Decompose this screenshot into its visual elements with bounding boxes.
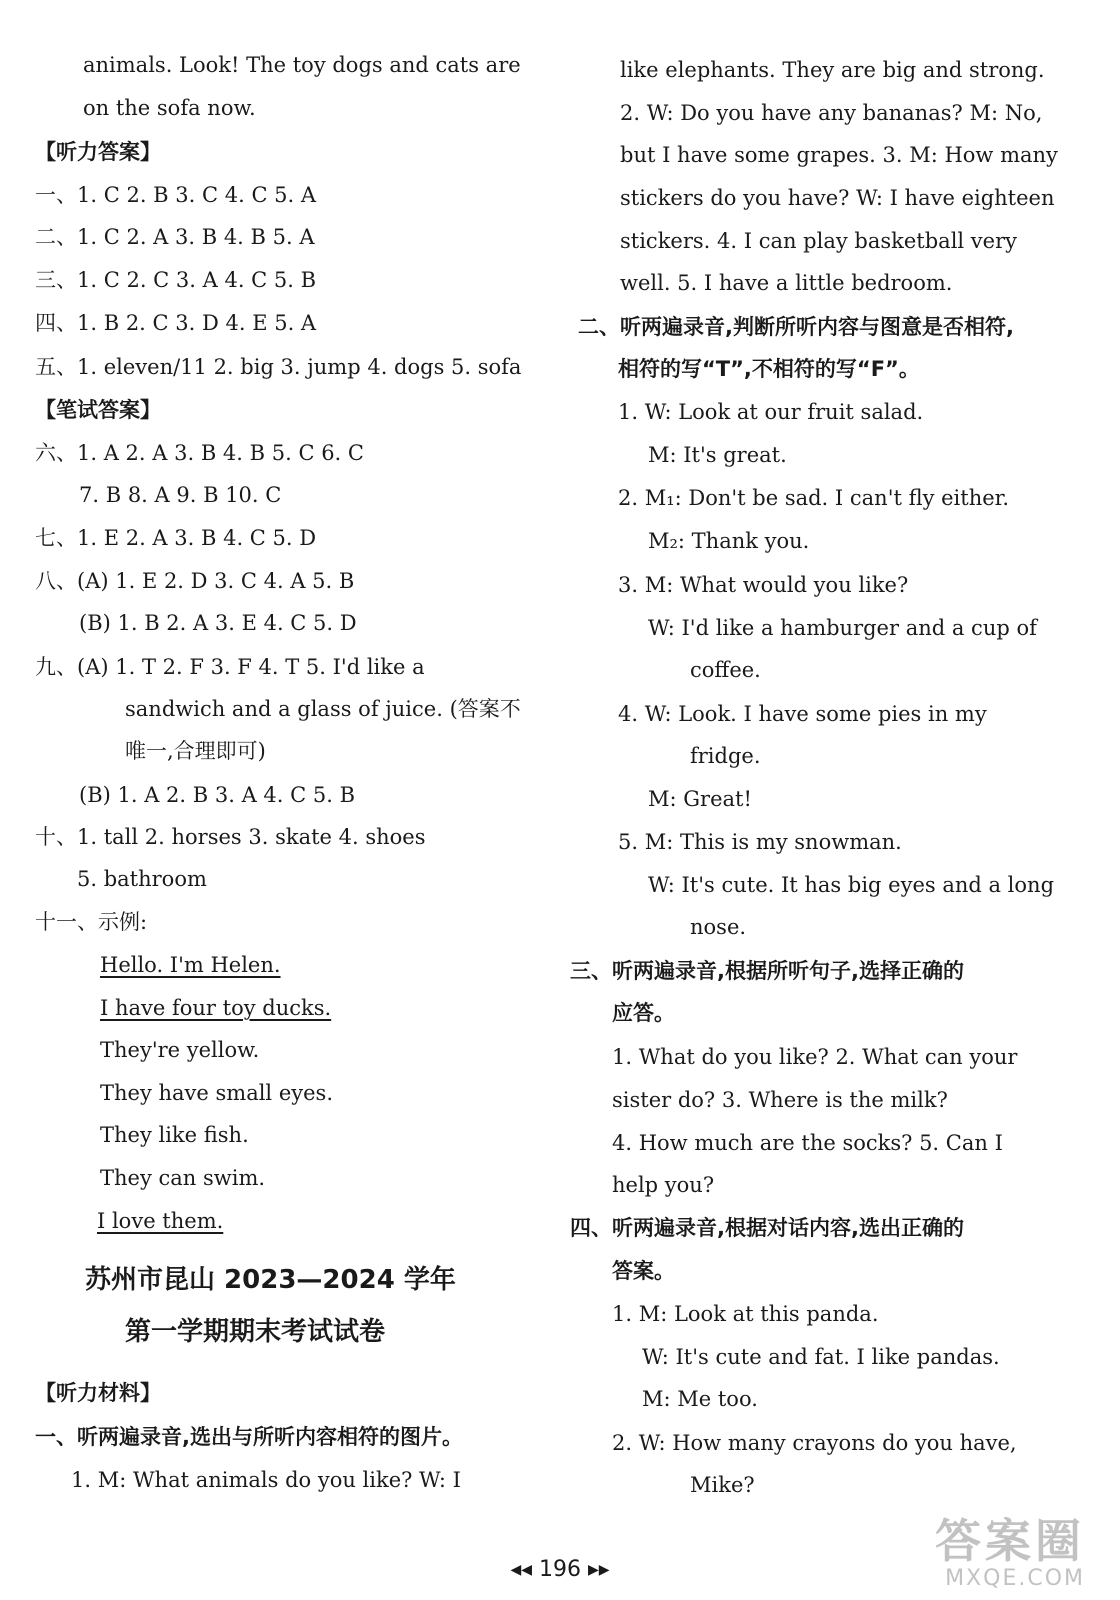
answer-line: 六、1. A 2. A 3. B 4. B 5. C 6. C — [35, 441, 364, 465]
answer-line: 7. B 8. A 9. B 10. C — [79, 483, 282, 507]
answer-line: (B) 1. A 2. B 3. A 4. C 5. B — [79, 783, 356, 807]
answer-line: 一、1. C 2. B 3. C 4. C 5. A — [35, 183, 317, 207]
transcript-line: W: It's cute and fat. I like pandas. — [642, 1345, 1000, 1369]
transcript-line: 1. What do you like? 2. What can your — [612, 1045, 1018, 1069]
watermark-url: MXQE.COM — [945, 1566, 1085, 1591]
watermark-logo — [935, 1516, 1085, 1592]
question-heading: 一、听两遍录音,选出与所听内容相符的图片。 — [35, 1425, 463, 1449]
question-heading: 相符的写“T”,不相符的写“F”。 — [618, 357, 920, 381]
watermark-text: 答案圈 — [935, 1514, 1085, 1568]
transcript-line: fridge. — [690, 744, 761, 768]
transcript-line: 1. W: Look at our fruit salad. — [618, 400, 924, 424]
question-heading: 应答。 — [612, 1001, 675, 1025]
transcript-line: 2. M₁: Don't be sad. I can't fly either. — [618, 486, 1010, 510]
transcript-line: 5. M: This is my snowman. — [618, 830, 902, 854]
transcript-line: stickers. 4. I can play basketball very — [620, 229, 1017, 253]
transcript-line: coffee. — [690, 658, 761, 682]
transcript-line: 3. M: What would you like? — [618, 573, 909, 597]
transcript-line: 2. W: Do you have any bananas? M: No, — [620, 101, 1043, 125]
answer-line: sandwich and a glass of juice. (答案不 — [125, 697, 521, 721]
question-heading: 答案。 — [612, 1259, 675, 1283]
transcript-line: 1. M: Look at this panda. — [612, 1302, 879, 1326]
answer-line: 八、(A) 1. E 2. D 3. C 4. A 5. B — [35, 569, 355, 593]
transcript-line: M: Great! — [648, 787, 752, 811]
example-sentence: They have small eyes. — [100, 1081, 333, 1105]
section-heading: 【笔试答案】 — [35, 398, 161, 422]
transcript-line: W: I'd like a hamburger and a cup of — [648, 616, 1037, 640]
exam-title: 苏州市昆山 2023—2024 学年 — [85, 1265, 456, 1295]
transcript-line: like elephants. They are big and strong. — [620, 58, 1045, 82]
answer-line: 三、1. C 2. C 3. A 4. C 5. B — [35, 268, 317, 292]
prev-arrows-icon: ◀◀ — [510, 1562, 532, 1578]
answer-line: 十一、示例: — [35, 910, 148, 934]
example-sentence: They can swim. — [100, 1166, 266, 1190]
answer-line: (B) 1. B 2. A 3. E 4. C 5. D — [79, 611, 357, 635]
transcript-line: 4. W: Look. I have some pies in my — [618, 702, 987, 726]
transcript-line: nose. — [690, 915, 747, 939]
example-sentence: I have four toy ducks. — [100, 996, 332, 1020]
page-number: 196 — [539, 1557, 581, 1582]
transcript-line: M₂: Thank you. — [648, 529, 810, 553]
transcript-line: M: Me too. — [642, 1387, 758, 1411]
transcript-line: 1. M: What animals do you like? W: I — [71, 1468, 461, 1492]
answer-line: 5. bathroom — [77, 867, 207, 891]
answer-line: 七、1. E 2. A 3. B 4. C 5. D — [35, 526, 317, 550]
answer-line: 四、1. B 2. C 3. D 4. E 5. A — [35, 311, 317, 335]
answer-line: 十、1. tall 2. horses 3. skate 4. shoes — [35, 825, 426, 849]
transcript-line: stickers do you have? W: I have eighteen — [620, 186, 1055, 210]
example-sentence: They're yellow. — [100, 1038, 260, 1062]
transcript-line: well. 5. I have a little bedroom. — [620, 271, 953, 295]
transcript-line: M: It's great. — [648, 443, 787, 467]
example-sentence: They like fish. — [100, 1123, 249, 1147]
answer-line: 五、1. eleven/11 2. big 3. jump 4. dogs 5. sofa — [35, 355, 522, 379]
text-line: on the sofa now. — [83, 96, 256, 120]
transcript-line: Mike? — [690, 1473, 755, 1497]
section-heading: 【听力答案】 — [35, 140, 161, 164]
example-sentence: I love them. — [97, 1209, 224, 1233]
next-arrows-icon: ▶▶ — [588, 1562, 610, 1578]
example-sentence: Hello. I'm Helen. — [100, 953, 281, 977]
transcript-line: help you? — [612, 1173, 715, 1197]
transcript-line: W: It's cute. It has big eyes and a long — [648, 873, 1055, 897]
question-heading: 三、听两遍录音,根据所听句子,选择正确的 — [570, 959, 964, 983]
answer-line: 二、1. C 2. A 3. B 4. B 5. A — [35, 225, 315, 249]
transcript-line: but I have some grapes. 3. M: How many — [620, 143, 1058, 167]
exam-subtitle: 第一学期期末考试试卷 — [125, 1317, 386, 1347]
question-heading: 四、听两遍录音,根据对话内容,选出正确的 — [570, 1216, 964, 1240]
answer-line: 唯一,合理即可) — [125, 739, 266, 763]
transcript-line: 2. W: How many crayons do you have, — [612, 1431, 1017, 1455]
transcript-line: sister do? 3. Where is the milk? — [612, 1088, 948, 1112]
section-heading: 【听力材料】 — [35, 1381, 161, 1405]
answer-line: 九、(A) 1. T 2. F 3. F 4. T 5. I'd like a — [35, 655, 425, 679]
transcript-line: 4. How much are the socks? 5. Can I — [612, 1131, 1003, 1155]
question-heading: 二、听两遍录音,判断所听内容与图意是否相符, — [578, 315, 1014, 339]
text-line: animals. Look! The toy dogs and cats are — [83, 53, 521, 77]
